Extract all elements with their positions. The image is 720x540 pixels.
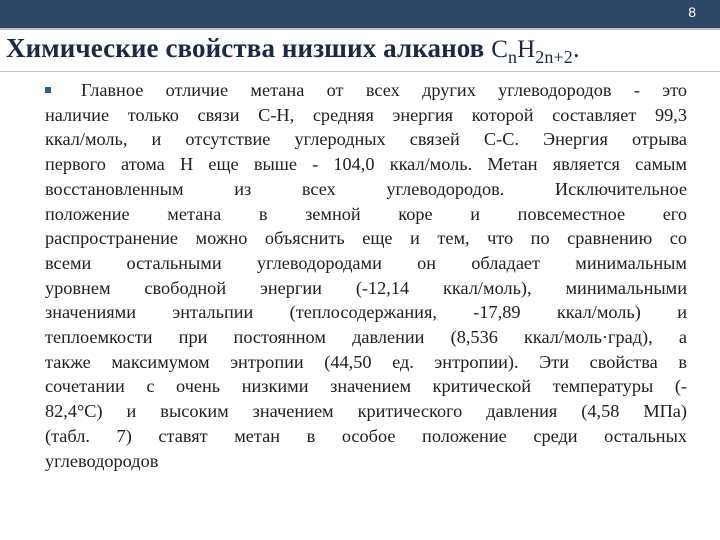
text-line: положение метана в земной коре и повсеместное его	[45, 203, 687, 224]
text-line: первого атома Н еще выше - 104,0 ккал/моль. Метан является самым	[45, 154, 687, 175]
slide-title	[6, 33, 716, 68]
text-line: теплоемкости при постоянном давлении (8,536 ккал/моль·град), а	[45, 327, 687, 348]
text-line-content: Главное отличие метана от всех других углеводородов - это	[81, 80, 687, 100]
text-line: уровнем свободной энергии (-12,14 ккал/моль), минимальными	[45, 277, 687, 298]
formula-n: n	[507, 47, 518, 67]
text-line: восстановленным из всех углеводородов. Исключительное	[45, 178, 687, 199]
text-line: всеми остальными углеводородами он обладает минимальным	[45, 252, 687, 273]
formula	[491, 33, 580, 67]
text-line: углеводородов	[45, 450, 159, 471]
text-line: ккал/моль, и отсутствие углеродных связей С-С. Энергия отрыва	[45, 129, 687, 150]
title-divider	[0, 71, 720, 72]
text-line: значениями энтальпии (теплосодержания, -17,89 ккал/моль) и	[45, 302, 687, 323]
text-line	[45, 78, 687, 103]
text-line: 82,4°С) и высоким значением критического давления (4,58 МПа)	[45, 401, 687, 422]
title-text: Химические свойства низших алканов	[6, 33, 492, 63]
header-bar	[0, 0, 720, 30]
body-text	[45, 78, 687, 473]
formula-h: H	[517, 36, 536, 63]
text-line: наличие только связи С-Н, средняя энергия которой составляет 99,3	[45, 104, 687, 125]
bullet-icon	[45, 87, 51, 93]
text-line: (табл. 7) ставят метан в особое положение среди остальных	[45, 425, 687, 446]
text-line: распространение можно объяснить еще и тем, что по сравнению со	[45, 228, 687, 249]
formula-sub: 2n+2	[535, 47, 573, 67]
formula-c: C	[491, 36, 508, 63]
formula-dot: .	[572, 33, 580, 63]
text-line: сочетании с очень низкими значением критической температуры (-	[45, 376, 687, 397]
page-number: 8	[688, 4, 696, 20]
text-line: также максимумом энтропии (44,50 ед. энтропии). Эти свойства в	[45, 351, 687, 372]
